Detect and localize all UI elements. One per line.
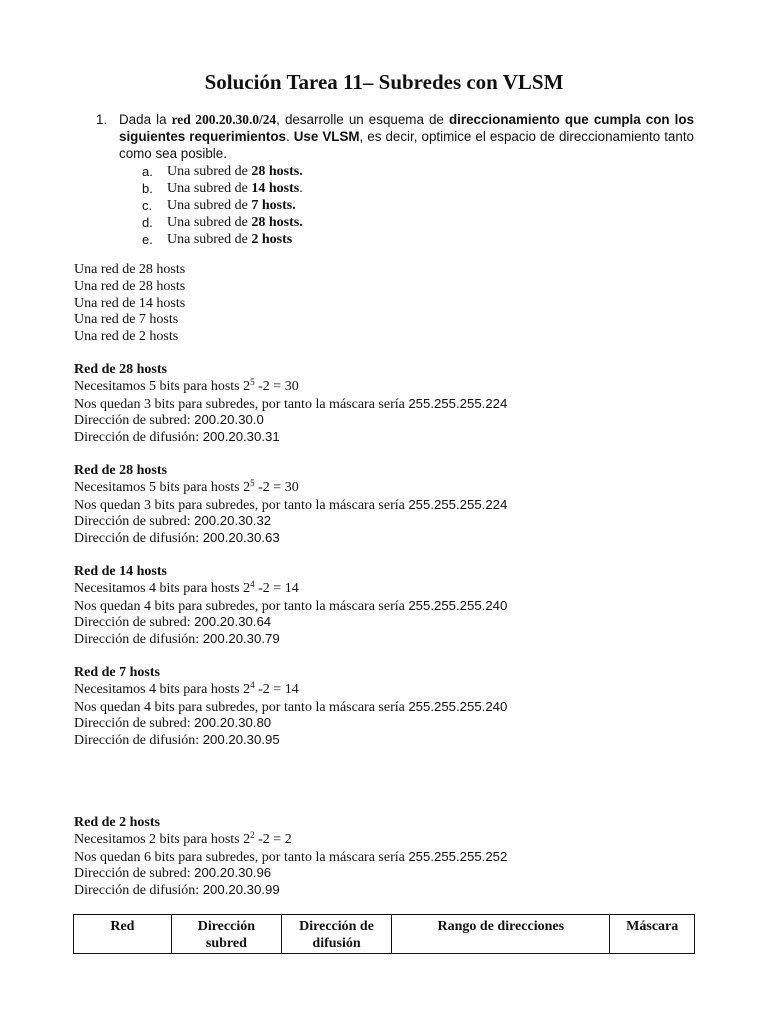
mask-line	[74, 849, 507, 866]
subnet-block-heading: Red de 7 hosts	[74, 665, 160, 680]
subnet-address-label: Dirección de subred:	[74, 716, 195, 732]
host-bits-result: -2 = 14	[254, 580, 299, 596]
list-item-prefix: Una subred de	[167, 232, 252, 247]
question-text	[119, 111, 694, 162]
host-bits-text: Necesitamos 5 bits para hosts 2	[74, 378, 251, 394]
host-bits-text: Necesitamos 5 bits para hosts 2	[74, 479, 251, 495]
sorted-list-line: Una red de 7 hosts	[74, 312, 179, 328]
mask-text: Nos quedan 3 bits para subredes, por tanto la máscara sería	[74, 396, 409, 412]
host-bits-text: Necesitamos 2 bits para hosts 2	[74, 831, 251, 847]
list-item-letter: d.	[142, 215, 153, 230]
host-bits-result: -2 = 30	[254, 479, 299, 495]
host-bits-exponent: 2	[250, 829, 255, 840]
broadcast-address-label: Dirección de difusión:	[74, 733, 203, 749]
sorted-list-line: Una red de 28 hosts	[74, 278, 186, 294]
list-item-suffix: .	[299, 181, 303, 196]
list-item-prefix: Una subred de	[167, 198, 252, 213]
mask-line	[74, 497, 507, 514]
list-item-letter: c.	[142, 198, 153, 213]
subnet-block-4	[74, 665, 507, 749]
host-bits-exponent: 5	[250, 376, 255, 387]
mask-text: Nos quedan 6 bits para subredes, por tanto la máscara sería	[74, 849, 409, 865]
broadcast-address-label: Dirección de difusión:	[74, 632, 203, 648]
list-item-value: 14 hosts	[251, 181, 300, 196]
subnet-block-1	[74, 362, 507, 446]
question-text-pre: Dada la	[119, 112, 172, 127]
sorted-list-line: Una red de 28 hosts	[74, 262, 186, 277]
subnet-block-heading: Red de 2 hosts	[74, 815, 160, 830]
question-1	[96, 111, 694, 162]
subnet-block-heading: Red de 14 hosts	[74, 564, 167, 579]
subnet-block-3	[74, 564, 507, 648]
broadcast-address-line	[74, 631, 507, 648]
list-item-prefix: Una subred de	[167, 164, 252, 179]
host-bits-line	[74, 477, 507, 497]
mask-value: 255.255.255.252	[408, 848, 508, 864]
mask-text: Nos quedan 3 bits para subredes, por tanto la máscara sería	[74, 497, 409, 513]
list-item	[142, 180, 303, 197]
mask-line	[74, 699, 507, 716]
host-bits-exponent: 4	[250, 679, 255, 690]
mask-line	[74, 396, 507, 413]
list-item-prefix: Una subred de	[167, 181, 252, 196]
host-bits-text: Necesitamos 4 bits para hosts 2	[74, 681, 251, 697]
list-item-value: 7 hosts.	[251, 198, 296, 213]
host-bits-exponent: 5	[250, 477, 255, 488]
host-bits-line	[74, 578, 507, 598]
host-bits-line	[74, 679, 507, 699]
list-item-value: 28 hosts.	[251, 215, 303, 230]
subnet-address-line	[74, 513, 507, 530]
subnet-address-line	[74, 715, 507, 732]
question-text-mid: , desarrolle un esquema de	[276, 112, 449, 127]
list-item	[142, 197, 303, 214]
question-number: 1.	[96, 112, 108, 127]
broadcast-address-value: 200.20.30.95	[202, 732, 280, 748]
host-bits-text: Necesitamos 4 bits para hosts 2	[74, 580, 251, 596]
mask-line	[74, 598, 507, 615]
broadcast-address-line	[74, 530, 507, 547]
subnet-address-label: Dirección de subred:	[74, 413, 195, 429]
broadcast-address-label: Dirección de difusión:	[74, 430, 203, 446]
requirements-list	[142, 163, 303, 248]
mask-value: 255.255.255.224	[408, 496, 508, 512]
list-item-letter: a.	[142, 164, 153, 179]
list-item-letter: e.	[142, 232, 153, 247]
list-item	[142, 163, 303, 180]
question-text-post: , es decir, optimice el espacio de direccionamiento tanto como sea posible.	[119, 129, 694, 161]
sorted-list-line: Una red de 2 hosts	[74, 329, 179, 345]
col-header-red: Red	[74, 915, 172, 954]
subnet-address-line	[74, 412, 507, 429]
list-item-letter: b.	[142, 181, 153, 196]
host-bits-result: -2 = 30	[254, 378, 299, 394]
broadcast-address-value: 200.20.30.63	[202, 530, 280, 546]
mask-text: Nos quedan 4 bits para subredes, por tanto la máscara sería	[74, 598, 409, 614]
broadcast-address-value: 200.20.30.79	[202, 631, 280, 647]
subnet-address-line	[74, 614, 507, 631]
subnet-block-heading: Red de 28 hosts	[74, 463, 167, 478]
host-bits-result: -2 = 14	[254, 681, 299, 697]
question-network: red 200.20.30.0/24	[171, 112, 277, 127]
sorted-network-list	[74, 262, 185, 346]
subnet-block-2	[74, 463, 507, 547]
subnet-address-value: 200.20.30.80	[194, 715, 272, 731]
host-bits-result: -2 = 2	[254, 831, 292, 847]
question-use-vlsm: Use VLSM	[293, 129, 360, 144]
mask-value: 255.255.255.240	[408, 698, 508, 714]
subnet-address-value: 200.20.30.0	[194, 412, 264, 428]
broadcast-address-value: 200.20.30.31	[202, 429, 280, 445]
subnet-block-5	[74, 815, 507, 899]
host-bits-line	[74, 829, 507, 849]
question-requirements: direccionamiento que cumpla con los siguientes requerimientos	[119, 112, 695, 144]
host-bits-exponent: 4	[250, 578, 255, 589]
mask-text: Nos quedan 4 bits para subredes, por tanto la máscara sería	[74, 699, 409, 715]
subnet-address-label: Dirección de subred:	[74, 866, 195, 882]
table-header-row	[74, 915, 695, 954]
broadcast-address-value: 200.20.30.99	[202, 882, 280, 898]
broadcast-address-line	[74, 732, 507, 749]
document-title: Solución Tarea 11– Subredes con VLSM	[204, 70, 564, 94]
subnet-block-heading: Red de 28 hosts	[74, 362, 167, 377]
col-header-mascara: Máscara	[610, 915, 695, 954]
list-item-value: 2 hosts	[251, 232, 293, 247]
sorted-list-line: Una red de 14 hosts	[74, 295, 186, 311]
list-item-value: 28 hosts.	[251, 164, 303, 179]
summary-table	[73, 914, 695, 954]
host-bits-line	[74, 376, 507, 396]
broadcast-address-line	[74, 429, 507, 446]
subnet-address-value: 200.20.30.32	[194, 513, 272, 529]
subnet-address-label: Dirección de subred:	[74, 514, 195, 530]
subnet-address-value: 200.20.30.96	[194, 865, 272, 881]
col-header-rango: Rango de direcciones	[392, 915, 610, 954]
subnet-address-value: 200.20.30.64	[194, 614, 272, 630]
broadcast-address-label: Dirección de difusión:	[74, 531, 203, 547]
broadcast-address-label: Dirección de difusión:	[74, 883, 203, 899]
list-item	[142, 231, 303, 248]
subnet-address-line	[74, 865, 507, 882]
subnet-address-label: Dirección de subred:	[74, 615, 195, 631]
mask-value: 255.255.255.224	[408, 395, 508, 411]
list-item-prefix: Una subred de	[167, 215, 252, 230]
list-item	[142, 214, 303, 231]
mask-value: 255.255.255.240	[408, 597, 508, 613]
broadcast-address-line	[74, 882, 507, 899]
question-text-dot: .	[286, 129, 294, 144]
col-header-direccion-subred: Dirección subred	[171, 915, 281, 954]
col-header-direccion-difusion: Dirección de difusión	[281, 915, 391, 954]
